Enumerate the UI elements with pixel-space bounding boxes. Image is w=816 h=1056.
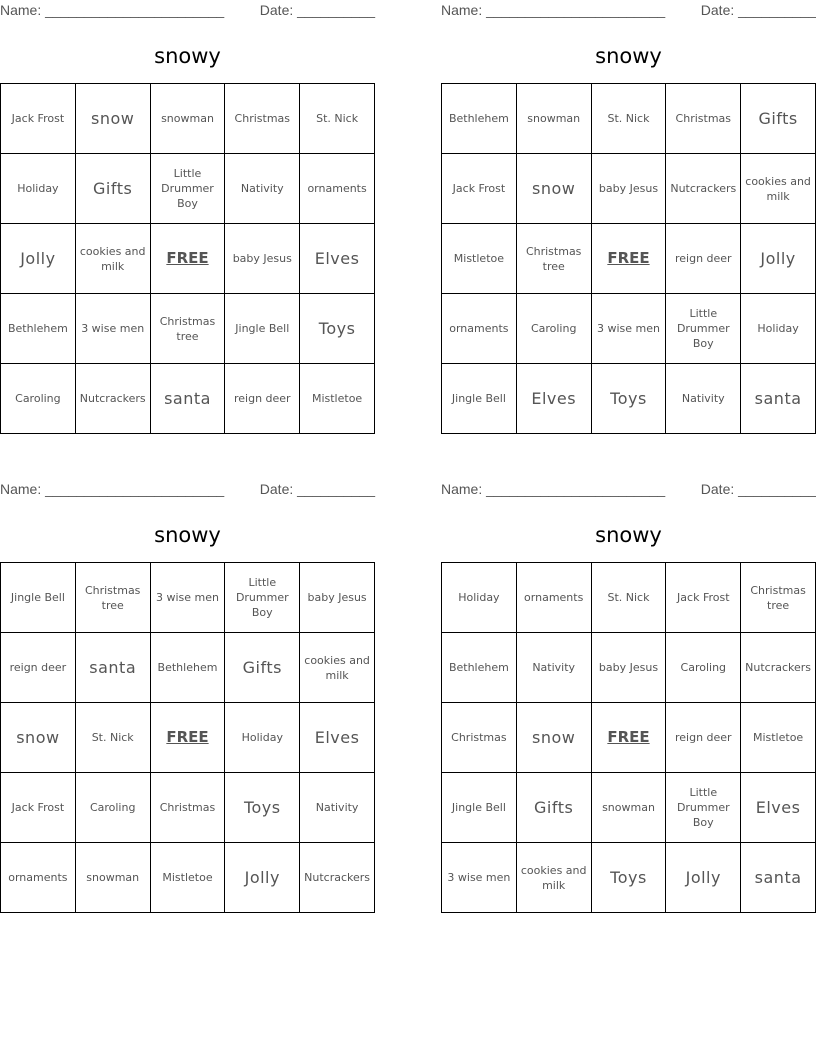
date-field: Date: __________	[700, 481, 816, 497]
name-field: Name: _______________________	[441, 2, 666, 18]
bingo-cell: Toys	[225, 773, 300, 843]
card-header	[441, 0, 816, 22]
free-space-cell: FREE	[151, 703, 226, 773]
bingo-grid	[441, 83, 816, 434]
bingo-cell: snow	[517, 703, 592, 773]
name-field: Name: _______________________	[0, 2, 225, 18]
bingo-cell: Toys	[592, 843, 667, 913]
bingo-cell: baby Jesus	[225, 224, 300, 294]
card-title: snowy	[154, 523, 221, 547]
bingo-cell: Christmas tree	[151, 294, 226, 364]
bingo-card	[0, 0, 375, 434]
bingo-cell: Holiday	[442, 563, 517, 633]
card-header	[0, 0, 375, 22]
bingo-cell: St. Nick	[76, 703, 151, 773]
bingo-cell: Christmas	[442, 703, 517, 773]
bingo-cell: Christmas tree	[741, 563, 816, 633]
bingo-cell: Bethlehem	[151, 633, 226, 703]
bingo-cell: Christmas	[225, 84, 300, 154]
bingo-cell: Bethlehem	[442, 84, 517, 154]
bingo-cell: reign deer	[666, 224, 741, 294]
bingo-cell: Holiday	[741, 294, 816, 364]
bingo-cell: Nutcrackers	[666, 154, 741, 224]
bingo-cell: snow	[517, 154, 592, 224]
bingo-cell: Little Drummer Boy	[666, 773, 741, 843]
bingo-cell: Elves	[517, 364, 592, 434]
bingo-cell: Mistletoe	[741, 703, 816, 773]
date-field: Date: __________	[259, 481, 375, 497]
bingo-cell: 3 wise men	[442, 843, 517, 913]
bingo-cell: Caroling	[517, 294, 592, 364]
bingo-cell: baby Jesus	[592, 633, 667, 703]
bingo-cell: ornaments	[300, 154, 375, 224]
bingo-cell: Mistletoe	[151, 843, 226, 913]
bingo-cell: Jack Frost	[1, 773, 76, 843]
bingo-cell: ornaments	[517, 563, 592, 633]
bingo-cell: Holiday	[1, 154, 76, 224]
bingo-cell: Jack Frost	[442, 154, 517, 224]
bingo-cell: ornaments	[442, 294, 517, 364]
card-header	[441, 479, 816, 501]
bingo-cell: Holiday	[225, 703, 300, 773]
bingo-cell: Jack Frost	[1, 84, 76, 154]
bingo-cell: St. Nick	[592, 84, 667, 154]
bingo-cell: St. Nick	[592, 563, 667, 633]
bingo-cell: Christmas	[666, 84, 741, 154]
bingo-cell: baby Jesus	[592, 154, 667, 224]
bingo-cell: Mistletoe	[300, 364, 375, 434]
bingo-cell: Jolly	[666, 843, 741, 913]
bingo-cell: Nativity	[300, 773, 375, 843]
bingo-cell: santa	[151, 364, 226, 434]
bingo-cell: Jingle Bell	[442, 773, 517, 843]
bingo-card	[0, 479, 375, 913]
bingo-cell: cookies and milk	[517, 843, 592, 913]
card-header	[0, 479, 375, 501]
bingo-cell: 3 wise men	[76, 294, 151, 364]
bingo-cell: cookies and milk	[741, 154, 816, 224]
card-title: snowy	[595, 523, 662, 547]
bingo-cell: Gifts	[225, 633, 300, 703]
bingo-cell: reign deer	[1, 633, 76, 703]
bingo-cell: Elves	[741, 773, 816, 843]
free-space-cell: FREE	[151, 224, 226, 294]
free-space-cell: FREE	[592, 224, 667, 294]
bingo-grid	[0, 562, 375, 913]
bingo-cell: Gifts	[741, 84, 816, 154]
bingo-cell: Elves	[300, 224, 375, 294]
bingo-cell: santa	[76, 633, 151, 703]
bingo-cell: Gifts	[517, 773, 592, 843]
bingo-cell: Gifts	[76, 154, 151, 224]
bingo-cell: ornaments	[1, 843, 76, 913]
bingo-cell: St. Nick	[300, 84, 375, 154]
date-field: Date: __________	[259, 2, 375, 18]
bingo-cell: santa	[741, 843, 816, 913]
bingo-cell: Christmas tree	[517, 224, 592, 294]
bingo-cell: cookies and milk	[76, 224, 151, 294]
bingo-cell: Jingle Bell	[225, 294, 300, 364]
bingo-card	[441, 0, 816, 434]
bingo-cell: Nutcrackers	[300, 843, 375, 913]
bingo-cell: Jolly	[741, 224, 816, 294]
bingo-grid	[0, 83, 375, 434]
bingo-cell: Nativity	[517, 633, 592, 703]
bingo-card	[441, 479, 816, 913]
bingo-cell: snow	[1, 703, 76, 773]
free-space-cell: FREE	[592, 703, 667, 773]
bingo-cell: Caroling	[76, 773, 151, 843]
bingo-cell: Little Drummer Boy	[225, 563, 300, 633]
bingo-cell: Christmas tree	[76, 563, 151, 633]
bingo-cell: Toys	[300, 294, 375, 364]
bingo-cell: snowman	[517, 84, 592, 154]
bingo-cell: Jolly	[225, 843, 300, 913]
bingo-cell: Little Drummer Boy	[151, 154, 226, 224]
bingo-cell: reign deer	[666, 703, 741, 773]
name-field: Name: _______________________	[441, 481, 666, 497]
bingo-cell: Toys	[592, 364, 667, 434]
bingo-cell: 3 wise men	[592, 294, 667, 364]
bingo-cell: baby Jesus	[300, 563, 375, 633]
bingo-grid	[441, 562, 816, 913]
bingo-cell: Jingle Bell	[442, 364, 517, 434]
name-field: Name: _______________________	[0, 481, 225, 497]
bingo-cell: Nativity	[225, 154, 300, 224]
bingo-cell: Elves	[300, 703, 375, 773]
card-title: snowy	[154, 44, 221, 68]
bingo-cell: Bethlehem	[1, 294, 76, 364]
bingo-cell: Jolly	[1, 224, 76, 294]
bingo-cell: Nativity	[666, 364, 741, 434]
bingo-cell: Caroling	[666, 633, 741, 703]
bingo-cell: Mistletoe	[442, 224, 517, 294]
bingo-cell: Jack Frost	[666, 563, 741, 633]
bingo-cell: snowman	[592, 773, 667, 843]
bingo-cell: Nutcrackers	[741, 633, 816, 703]
bingo-cell: Nutcrackers	[76, 364, 151, 434]
card-title: snowy	[595, 44, 662, 68]
bingo-cell: Bethlehem	[442, 633, 517, 703]
bingo-cell: santa	[741, 364, 816, 434]
bingo-cell: snowman	[76, 843, 151, 913]
bingo-cell: Little Drummer Boy	[666, 294, 741, 364]
date-field: Date: __________	[700, 2, 816, 18]
bingo-cell: 3 wise men	[151, 563, 226, 633]
bingo-cell: snow	[76, 84, 151, 154]
bingo-cell: Caroling	[1, 364, 76, 434]
bingo-cell: Jingle Bell	[1, 563, 76, 633]
bingo-cell: Christmas	[151, 773, 226, 843]
bingo-cell: reign deer	[225, 364, 300, 434]
bingo-cell: snowman	[151, 84, 226, 154]
bingo-cell: cookies and milk	[300, 633, 375, 703]
